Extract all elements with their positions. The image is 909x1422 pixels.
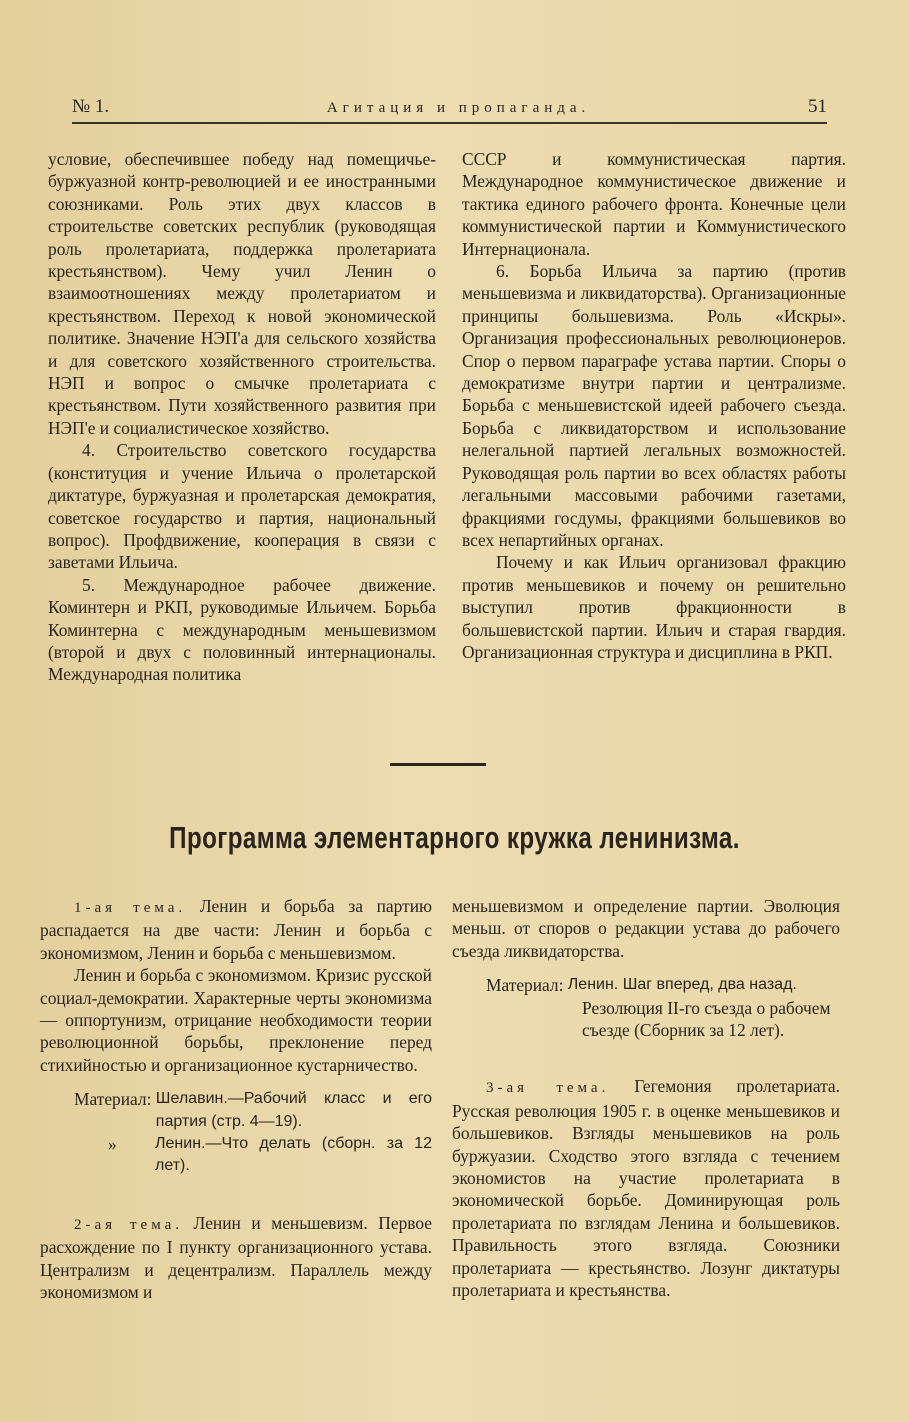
topic-2-continuation: меньшевизмом и определение партии. Эволюция меньш. от споров о редакции устава до рабочего съезда ликвидаторства.	[452, 896, 840, 961]
paragraph-item-6: 6. Борьба Ильича за партию (против меньшевизма и ликвидаторства). Организационные принципы большевизма. Роль «Искры». Организация профессиональных революционеров. Спор о первом параграфе устава партии. Споры о демократизме внутри партии и централизме. Борьба с меньшевистской идеей рабочего съезда. Борьба с ликвидаторством и использование нелегальной партией легальных возможностей. Руководящая роль партии во всех областях работы легальными массовыми рабочими газетами, фракциями госдумы, фракциями большевиков во всех непартийных органах.	[462, 261, 846, 550]
running-header	[72, 96, 827, 124]
topic-1-paragraph: Ленин и борьба с экономизмом. Кризис русской социал-демократии. Характерные черты экономизма — оппортунизм, отрицание необходимости теории революционной борьбы, преклонение перед стихийностью и организационное кустарничество.	[40, 965, 432, 1075]
issue-number: № 1.	[72, 96, 110, 117]
topic-1-text: Ленин и борьба за партию распадается на две части: Ленин и борьба с экономизмом, Ленин и борьба с меньшевизмом.	[40, 896, 432, 963]
topic-3-text: Гегемония пролетариата. Русская революция 1905 г. в оценке меньшевиков и большевиков. Взгляды меньшевиков на роль буржуазии. Сходство этого взгляда с течением экономистов на участие пролетариата в экономической борьбе. Доминирующая роль пролетариата по взглядам Ленина и большевиков. Правильность этого взгляда. Союзники пролетариата — крестьянство. Лозунг диктатуры пролетариата и крестьянства.	[452, 1076, 840, 1301]
material-item: Ленин. Шаг вперед, два назад.	[567, 976, 797, 994]
bottom-left-column	[40, 895, 432, 1304]
topic-1-label: 1-ая тема.	[74, 900, 187, 916]
material-block-1	[74, 1088, 432, 1178]
material-block-2	[486, 974, 840, 1041]
top-left-column	[48, 148, 436, 686]
paragraph-item-4: 4. Строительство советского государства (конституция и учение Ильича о пролетарской диктатуре, буржуазная и пролетарская демократия, советское государство и партия, национальный вопрос). Профдвижение, кооперация в связи с заветами Ильича.	[48, 440, 436, 573]
journal-title: Агитация и пропаганда.	[326, 100, 591, 116]
section-divider	[390, 763, 486, 766]
section-title: Программа элементарного кружка ленинизма.	[169, 820, 740, 855]
paragraph-continuation: условие, обеспечившее победу над помещичье-буржуазной контр-революцией и ее иностранными союзниками. Роль этих двух классов в строительстве советских республик (руководящая роль пролетариата, поддержка пролетариата крестьянством). Чему учил Ленин о взаимоотношениях между пролетариатом и крестьянством. Переход к новой экономической политике. Значение НЭП'а для сельского хозяйства и для советского хозяйственного строительства. НЭП и вопрос о смычке пролетариата с крестьянством. Пути хозяйственного развития при НЭП'е и социалистическое хозяйство.	[48, 149, 436, 438]
top-right-column	[462, 148, 846, 663]
page-number: 51	[808, 96, 827, 117]
material-line	[74, 1088, 432, 1133]
topic-3	[452, 1075, 840, 1301]
material-label: Материал:	[486, 975, 564, 996]
topic-3-label: 3-ая тема.	[486, 1080, 610, 1097]
material-line	[486, 974, 840, 996]
paragraph-continuation: СССР и коммунистическая партия. Международное коммунистическое движение и тактика единого рабочего фронта. Конечные цели коммунистической партии и Коммунистического Интернационала.	[462, 149, 846, 259]
material-item: Ленин.—Что делать (сборн. за 12 лет).	[155, 1135, 432, 1175]
topic-2-label: 2-ая тема.	[74, 1216, 183, 1233]
topic-2	[40, 1212, 432, 1304]
material-item: Шелавин.—Рабочий класс и его партия (стр. 4—19).	[155, 1090, 432, 1130]
paragraph-item-5: 5. Международное рабочее движение. Коминтерн и РКП, руководимые Ильичем. Борьба Коминтерна с международным меньшевизмом (второй и двух с половинный интернационалы. Международная политика	[48, 574, 436, 685]
topic-2-text: Ленин и меньшевизм. Первое расхождение по I пункту организационного устава. Централизм и децентрализм. Параллель между экономизмом и	[40, 1212, 432, 1303]
ditto-mark: »	[107, 1134, 117, 1155]
paragraph-why-ilich: Почему и как Ильич организовал фракцию против меньшевиков и почему он решительно выступил против фракционности в большевистской партии. Ильич и старая гвардия. Организационная структура и дисциплина в РКП.	[462, 552, 846, 662]
material-label: Материал:	[74, 1089, 152, 1110]
material-item: Резолюция II-го съезда о рабочем съезде (Сборник за 12 лет).	[582, 997, 831, 1041]
bottom-right-column	[452, 895, 840, 1302]
material-line	[74, 1133, 432, 1178]
topic-1	[40, 895, 432, 964]
